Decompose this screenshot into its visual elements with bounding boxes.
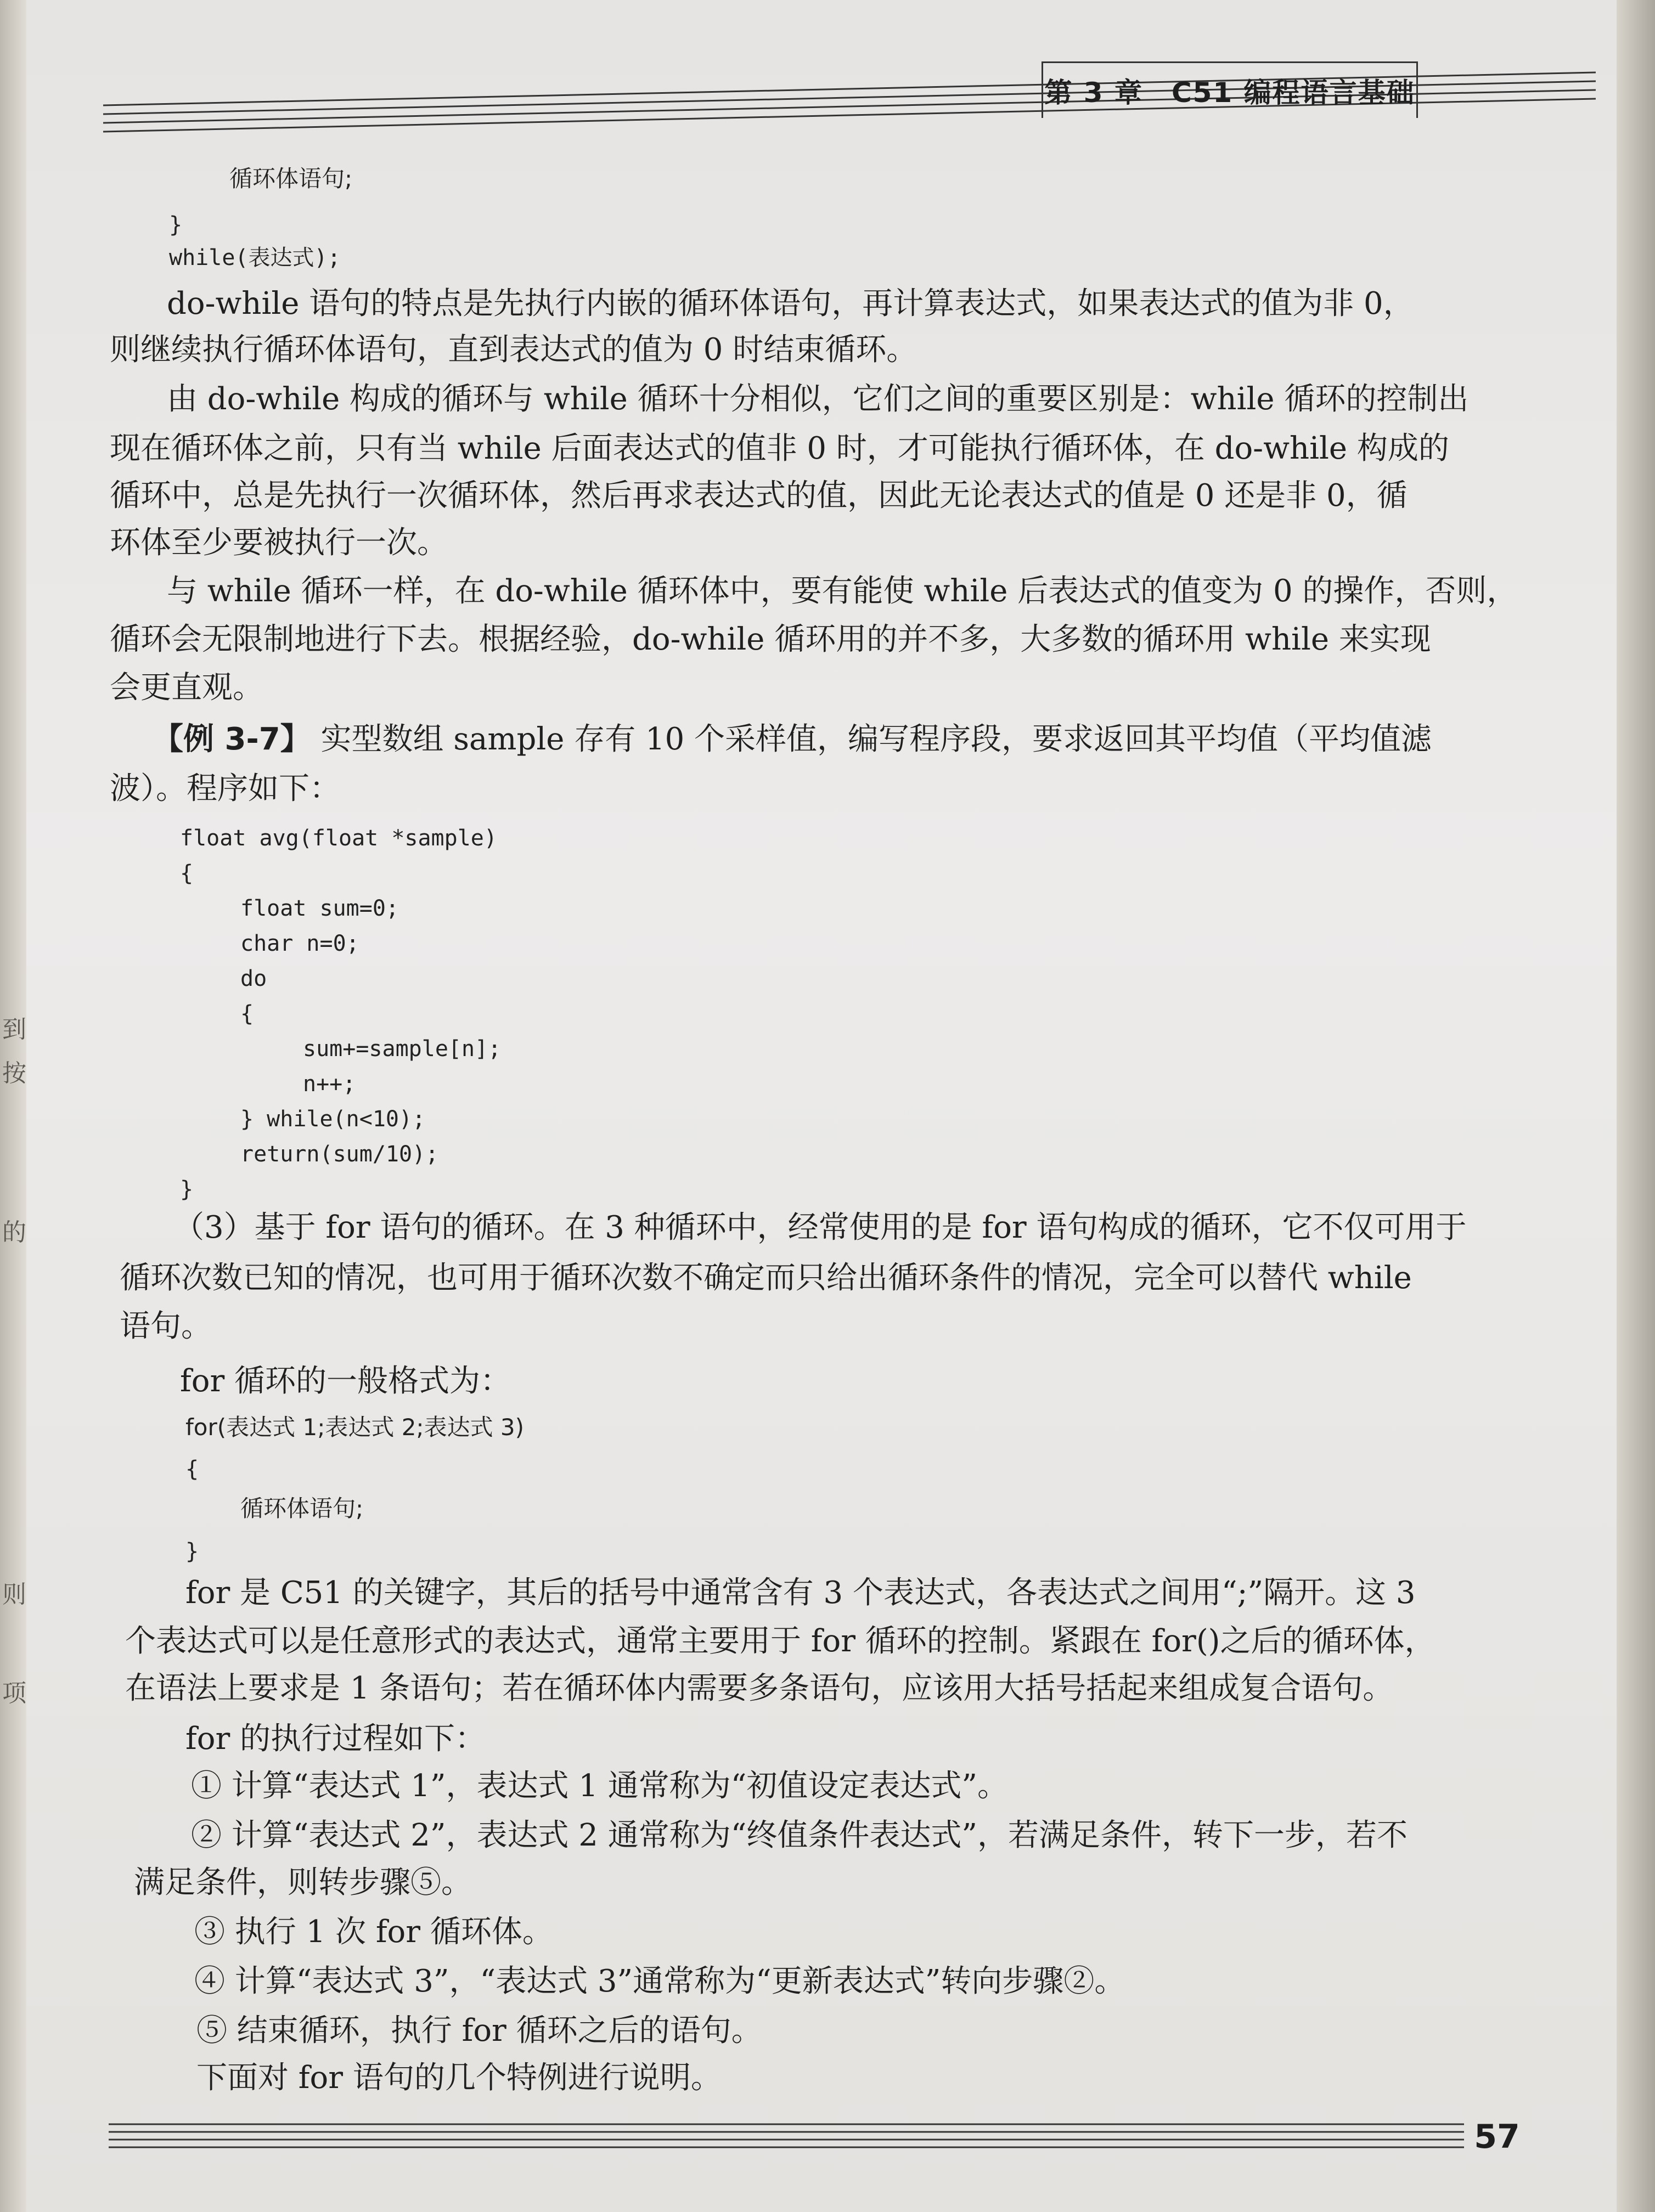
paragraph-line: 波）。程序如下： [110, 771, 340, 806]
paragraph-line: 语句。 [120, 1308, 212, 1344]
page-number: 57 [1474, 2118, 1520, 2156]
paragraph-line: 现在循环体之前，只有当 while 后面表达式的值非 0 时，才可能执行循环体，在 do-while 构成的 [110, 431, 1449, 466]
chapter-title: 第 3 章 C51 编程语言基础 [1044, 77, 1415, 109]
paragraph-line: 则继续执行循环体语句，直到表达式的值为 0 时结束循环。 [110, 332, 917, 368]
paragraph-line: 满足条件，则转步骤⑤。 [134, 1865, 472, 1900]
code-line: float avg(float *sample) [180, 826, 497, 851]
left-margin-glyph: 则 [2, 1581, 26, 1609]
paragraph-line: for 是 C51 的关键字，其后的括号中通常含有 3 个表达式，各表达式之间用“;”隔开。这 3 [185, 1575, 1416, 1611]
paragraph-line: for 循环的一般格式为： [180, 1363, 511, 1399]
code-line: char n=0; [240, 931, 359, 956]
code-line: for(表达式 1;表达式 2;表达式 3) [185, 1414, 525, 1441]
paragraph-line: 下面对 for 语句的几个特例进行说明。 [196, 2060, 722, 2096]
code-line: } [185, 1539, 199, 1564]
code-line: 循环体语句; [240, 1495, 364, 1522]
paragraph-line: ② 计算“表达式 2”，表达式 2 通常称为“终值条件表达式”，若满足条件，转下一步，若不 [191, 1818, 1408, 1853]
paragraph-line: ⑤ 结束循环，执行 for 循环之后的语句。 [196, 2013, 762, 2049]
paragraph-line: 循环会无限制地进行下去。根据经验，do-while 循环用的并不多，大多数的循环用 while 来实现 [110, 622, 1431, 657]
left-margin-glyph: 的 [2, 1218, 26, 1246]
book-page [26, 0, 1617, 2212]
example-line [153, 721, 1432, 757]
paragraph-line: （3）基于 for 语句的循环。在 3 种循环中，经常使用的是 for 语句构成的循环，它不仅可用于 [173, 1210, 1467, 1245]
code-line: 循环体语句; [229, 165, 353, 192]
left-margin-glyph: 到 [2, 1015, 26, 1043]
code-line: } [180, 1177, 194, 1202]
right-page-edge [1617, 0, 1655, 2212]
chapter-header-box [1042, 61, 1418, 118]
paragraph-line: ③ 执行 1 次 for 循环体。 [194, 1914, 553, 1950]
paragraph-line: 会更直观。 [110, 670, 263, 706]
code-line: return(sum/10); [240, 1142, 439, 1167]
paragraph-line: 与 while 循环一样，在 do-while 循环体中，要有能使 while 后表达式的值变为 0 的操作，否则， [167, 573, 1518, 609]
left-margin-glyph: 项 [2, 1679, 26, 1707]
paragraph-line: 循环次数已知的情况，也可用于循环次数不确定而只给出循环条件的情况，完全可以替代 while [120, 1260, 1412, 1296]
paragraph-line: 由 do-while 构成的循环与 while 循环十分相似，它们之间的重要区别是：while 循环的控制出 [167, 381, 1469, 417]
left-page-edge [0, 0, 26, 2212]
example-label: 【例 3-7】 [153, 721, 311, 757]
code-line: { [185, 1457, 199, 1482]
paragraph-line: for 的执行过程如下： [185, 1721, 486, 1757]
paragraph-line: 个表达式可以是任意形式的表达式，通常主要用于 for 循环的控制。紧跟在 for()之后的循环体， [125, 1623, 1436, 1659]
code-line: } while(n<10); [240, 1107, 426, 1132]
paragraph-line: do-while 语句的特点是先执行内嵌的循环体语句，再计算表达式，如果表达式的值为非 0， [167, 286, 1414, 321]
footer-rule [109, 2119, 1464, 2152]
code-line: { [180, 861, 194, 886]
code-line: sum+=sample[n]; [303, 1036, 502, 1062]
code-line: while(表达式); [169, 245, 341, 270]
code-line: } [169, 212, 183, 238]
code-line: do [240, 966, 267, 991]
paragraph-line: 循环中，总是先执行一次循环体，然后再求表达式的值，因此无论表达式的值是 0 还是非 0，循 [110, 478, 1408, 514]
code-line: float sum=0; [240, 896, 399, 921]
paragraph-line: ① 计算“表达式 1”，表达式 1 通常称为“初值设定表达式”。 [191, 1768, 1008, 1804]
paragraph-line: ④ 计算“表达式 3”，“表达式 3”通常称为“更新表达式”转向步骤②。 [194, 1963, 1125, 1999]
paragraph-line: 在语法上要求是 1 条语句；若在循环体内需要多条语句，应该用大括号括起来组成复合语句。 [125, 1671, 1394, 1706]
left-margin-glyph: 按 [2, 1059, 26, 1087]
code-line: { [240, 1001, 254, 1026]
code-line: n++; [303, 1071, 356, 1097]
example-text: 实型数组 sample 存有 10 个采样值，编写程序段，要求返回其平均值（平均值滤 [311, 721, 1432, 757]
paragraph-line: 环体至少要被执行一次。 [110, 525, 448, 561]
